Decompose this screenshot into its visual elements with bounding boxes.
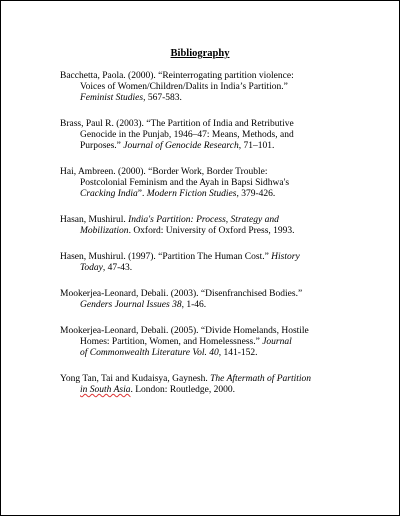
italic-text: Mobilization [80, 226, 129, 236]
entry-text: Mookerjea-Leonard, Debali. (2003). “Disenfranchised Bodies.” [60, 289, 303, 299]
entry-text: , 567-583. [143, 93, 182, 103]
italic-text: in South Asia [80, 385, 131, 395]
bibliography-entry [60, 252, 360, 274]
entry-text: ”. [137, 189, 147, 199]
bibliography-entry [60, 167, 360, 200]
entry-text: , 47-43. [102, 263, 133, 273]
italic-text: India's Partition: Process, Strategy and [128, 215, 279, 225]
italic-text: Feminist Studies [80, 93, 144, 103]
bibliography-title: Bibliography [170, 48, 230, 59]
entry-text: Mookerjea-Leonard, Debali. (2005). “Divide Homelands, Hostile [60, 326, 309, 336]
entry-line [60, 348, 360, 359]
italic-text: Journal [262, 337, 292, 347]
entry-line [60, 385, 360, 396]
entry-line [60, 82, 360, 93]
italic-text: Cracking India [80, 189, 138, 199]
entry-text: , 379-426. [236, 189, 276, 199]
entry-line [60, 93, 360, 104]
entry-line [60, 300, 360, 311]
entry-text: Homes: Partition, Women, and Homelessness.” [80, 337, 263, 347]
italic-text: The Aftermath of Partition [210, 374, 312, 384]
bibliography-entry [60, 289, 360, 311]
entry-text: Postcolonial Feminism and the Ayah in Bapsi Sidhwa's [80, 178, 290, 188]
entry-line [60, 374, 360, 385]
entry-line [60, 71, 360, 82]
entry-text: Hasan, Mushirul. [60, 215, 129, 225]
entry-text: Hasen, Mushirul. (1997). “Partition The Human Cost.” [60, 252, 272, 262]
entry-text: Genocide in the Punjab, 1946–47: Means, Methods, and [80, 130, 294, 140]
entry-text: . Oxford: University of Oxford Press, 1993. [128, 226, 295, 236]
bibliography-entry [60, 71, 360, 104]
entry-text: , 1-46. [181, 300, 207, 310]
italic-text: of Commonwealth Literature Vol. 40 [80, 348, 219, 358]
entry-text: , 71–101. [238, 141, 275, 151]
entry-line [60, 252, 360, 263]
entry-line [60, 215, 360, 226]
entry-text: Hai, Ambreen. (2000). “Border Work, Border Trouble: [60, 167, 268, 177]
entry-text: . London: Routledge, 2000. [130, 385, 235, 395]
entry-text: , 141-152. [218, 348, 258, 358]
bibliography-entry [60, 374, 360, 396]
entry-text: Voices of Women/Children/Dalits in India’s Partition.” [80, 82, 288, 92]
italic-text: Modern Fiction Studies [146, 189, 237, 199]
entry-line [60, 141, 360, 152]
italic-text: History [271, 252, 300, 262]
bibliography-entry [60, 326, 360, 359]
italic-text: Journal of Genocide Research [123, 141, 239, 151]
entry-line [60, 226, 360, 237]
bibliography-entry [60, 119, 360, 152]
entry-line [60, 167, 360, 178]
bibliography-entry [60, 215, 360, 237]
entry-line [60, 178, 360, 189]
entry-line [60, 119, 360, 130]
entry-line [60, 337, 360, 348]
entry-line [60, 326, 360, 337]
entry-text: Brass, Paul R. (2003). “The Partition of India and Retributive [60, 119, 294, 129]
bibliography-list [60, 71, 360, 411]
entry-line [60, 189, 360, 200]
entry-line [60, 289, 360, 300]
entry-text: Bacchetta, Paola. (2000). “Reinterrogating partition violence: [60, 71, 294, 81]
entry-text: Yong Tan, Tai and Kudaisya, Gaynesh. [60, 374, 211, 384]
entry-text: Purposes.” [80, 141, 124, 151]
italic-text: Genders Journal Issues 38 [80, 300, 182, 310]
entry-line [60, 263, 360, 274]
entry-line [60, 130, 360, 141]
italic-text: Today [80, 263, 103, 273]
